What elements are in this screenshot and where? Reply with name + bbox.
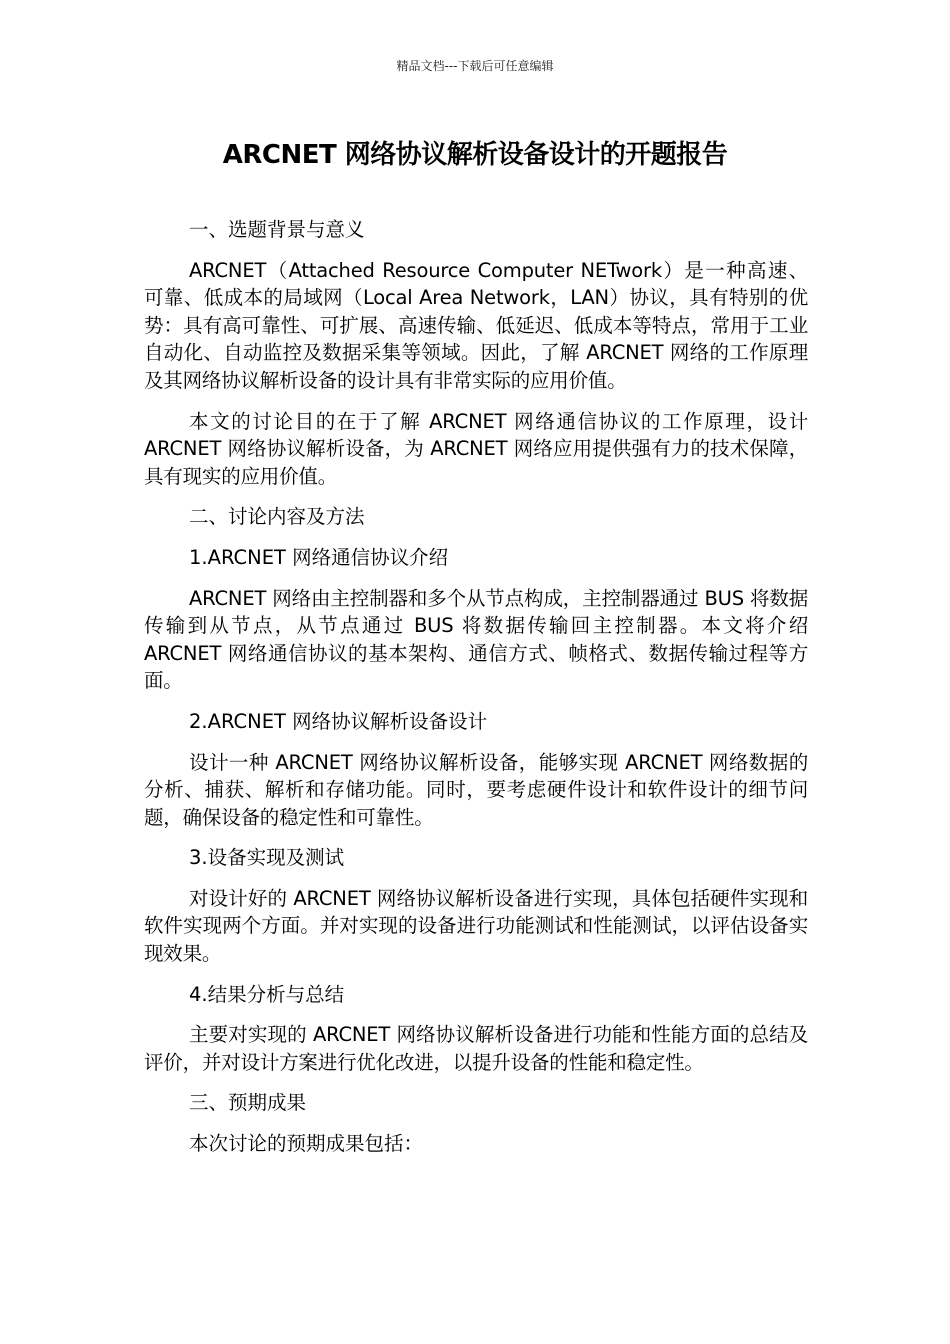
header-note: 精品文档---下载后可任意编辑 xyxy=(396,59,554,73)
document-body xyxy=(144,216,808,1171)
subheading-implementation-testing: 3.设备实现及测试 xyxy=(189,846,345,870)
paragraph-expected-results-intro: 本次讨论的预期成果包括： xyxy=(189,1132,424,1156)
paragraph-protocol-intro: ARCNET 网络由主控制器和多个从节点构成，主控制器通过 BUS 将数据传输到从节点，从节点通过 BUS 将数据传输回主控制器。本文将介绍 ARCNET 网络通信协议的基本架构、通信方式、帧格式、数据传输过程等方面。 xyxy=(144,586,808,693)
paragraph-purpose: 本文的讨论目的在于了解 ARCNET 网络通信协议的工作原理，设计 ARCNET 网络协议解析设备，为 ARCNET 网络应用提供强有力的技术保障，具有现实的应用价值。 xyxy=(144,409,808,488)
section-heading-expected-results: 三、预期成果 xyxy=(189,1091,307,1115)
paragraph-device-design: 设计一种 ARCNET 网络协议解析设备，能够实现 ARCNET 网络数据的分析、捕获、解析和存储功能。同时，要考虑硬件设计和软件设计的细节问题，确保设备的稳定性和可靠性。 xyxy=(144,750,808,829)
paragraph-results-summary: 主要对实现的 ARCNET 网络协议解析设备进行功能和性能方面的总结及评价，并对设计方案进行优化改进，以提升设备的性能和稳定性。 xyxy=(144,1023,808,1074)
document-title: ARCNET 网络协议解析设备设计的开题报告 xyxy=(222,140,728,170)
subheading-protocol-intro: 1.ARCNET 网络通信协议介绍 xyxy=(189,545,449,569)
subheading-device-design: 2.ARCNET 网络协议解析设备设计 xyxy=(189,709,488,733)
paragraph-implementation-testing: 对设计好的 ARCNET 网络协议解析设备进行实现，具体包括硬件实现和软件实现两个方面。并对实现的设备进行功能测试和性能测试，以评估设备实现效果。 xyxy=(144,886,808,966)
subheading-results-summary: 4.结果分析与总结 xyxy=(189,982,345,1006)
paragraph-arcnet-intro: ARCNET（Attached Resource Computer NETwork）是一种高速、可靠、低成本的局域网（Local Area Network，LAN）协议，具有特别的优势：具有高可靠性、可扩展、高速传输、低延迟、低成本等特点，常用于工业自动化、自动监控及数据采集等领域。因此，了解 ARCNET 网络的工作原理及其网络协议解析设备的设计具有非常实际的应用价值。 xyxy=(144,258,808,392)
section-heading-content-methods: 二、讨论内容及方法 xyxy=(189,505,365,529)
section-heading-background: 一、选题背景与意义 xyxy=(189,218,365,241)
